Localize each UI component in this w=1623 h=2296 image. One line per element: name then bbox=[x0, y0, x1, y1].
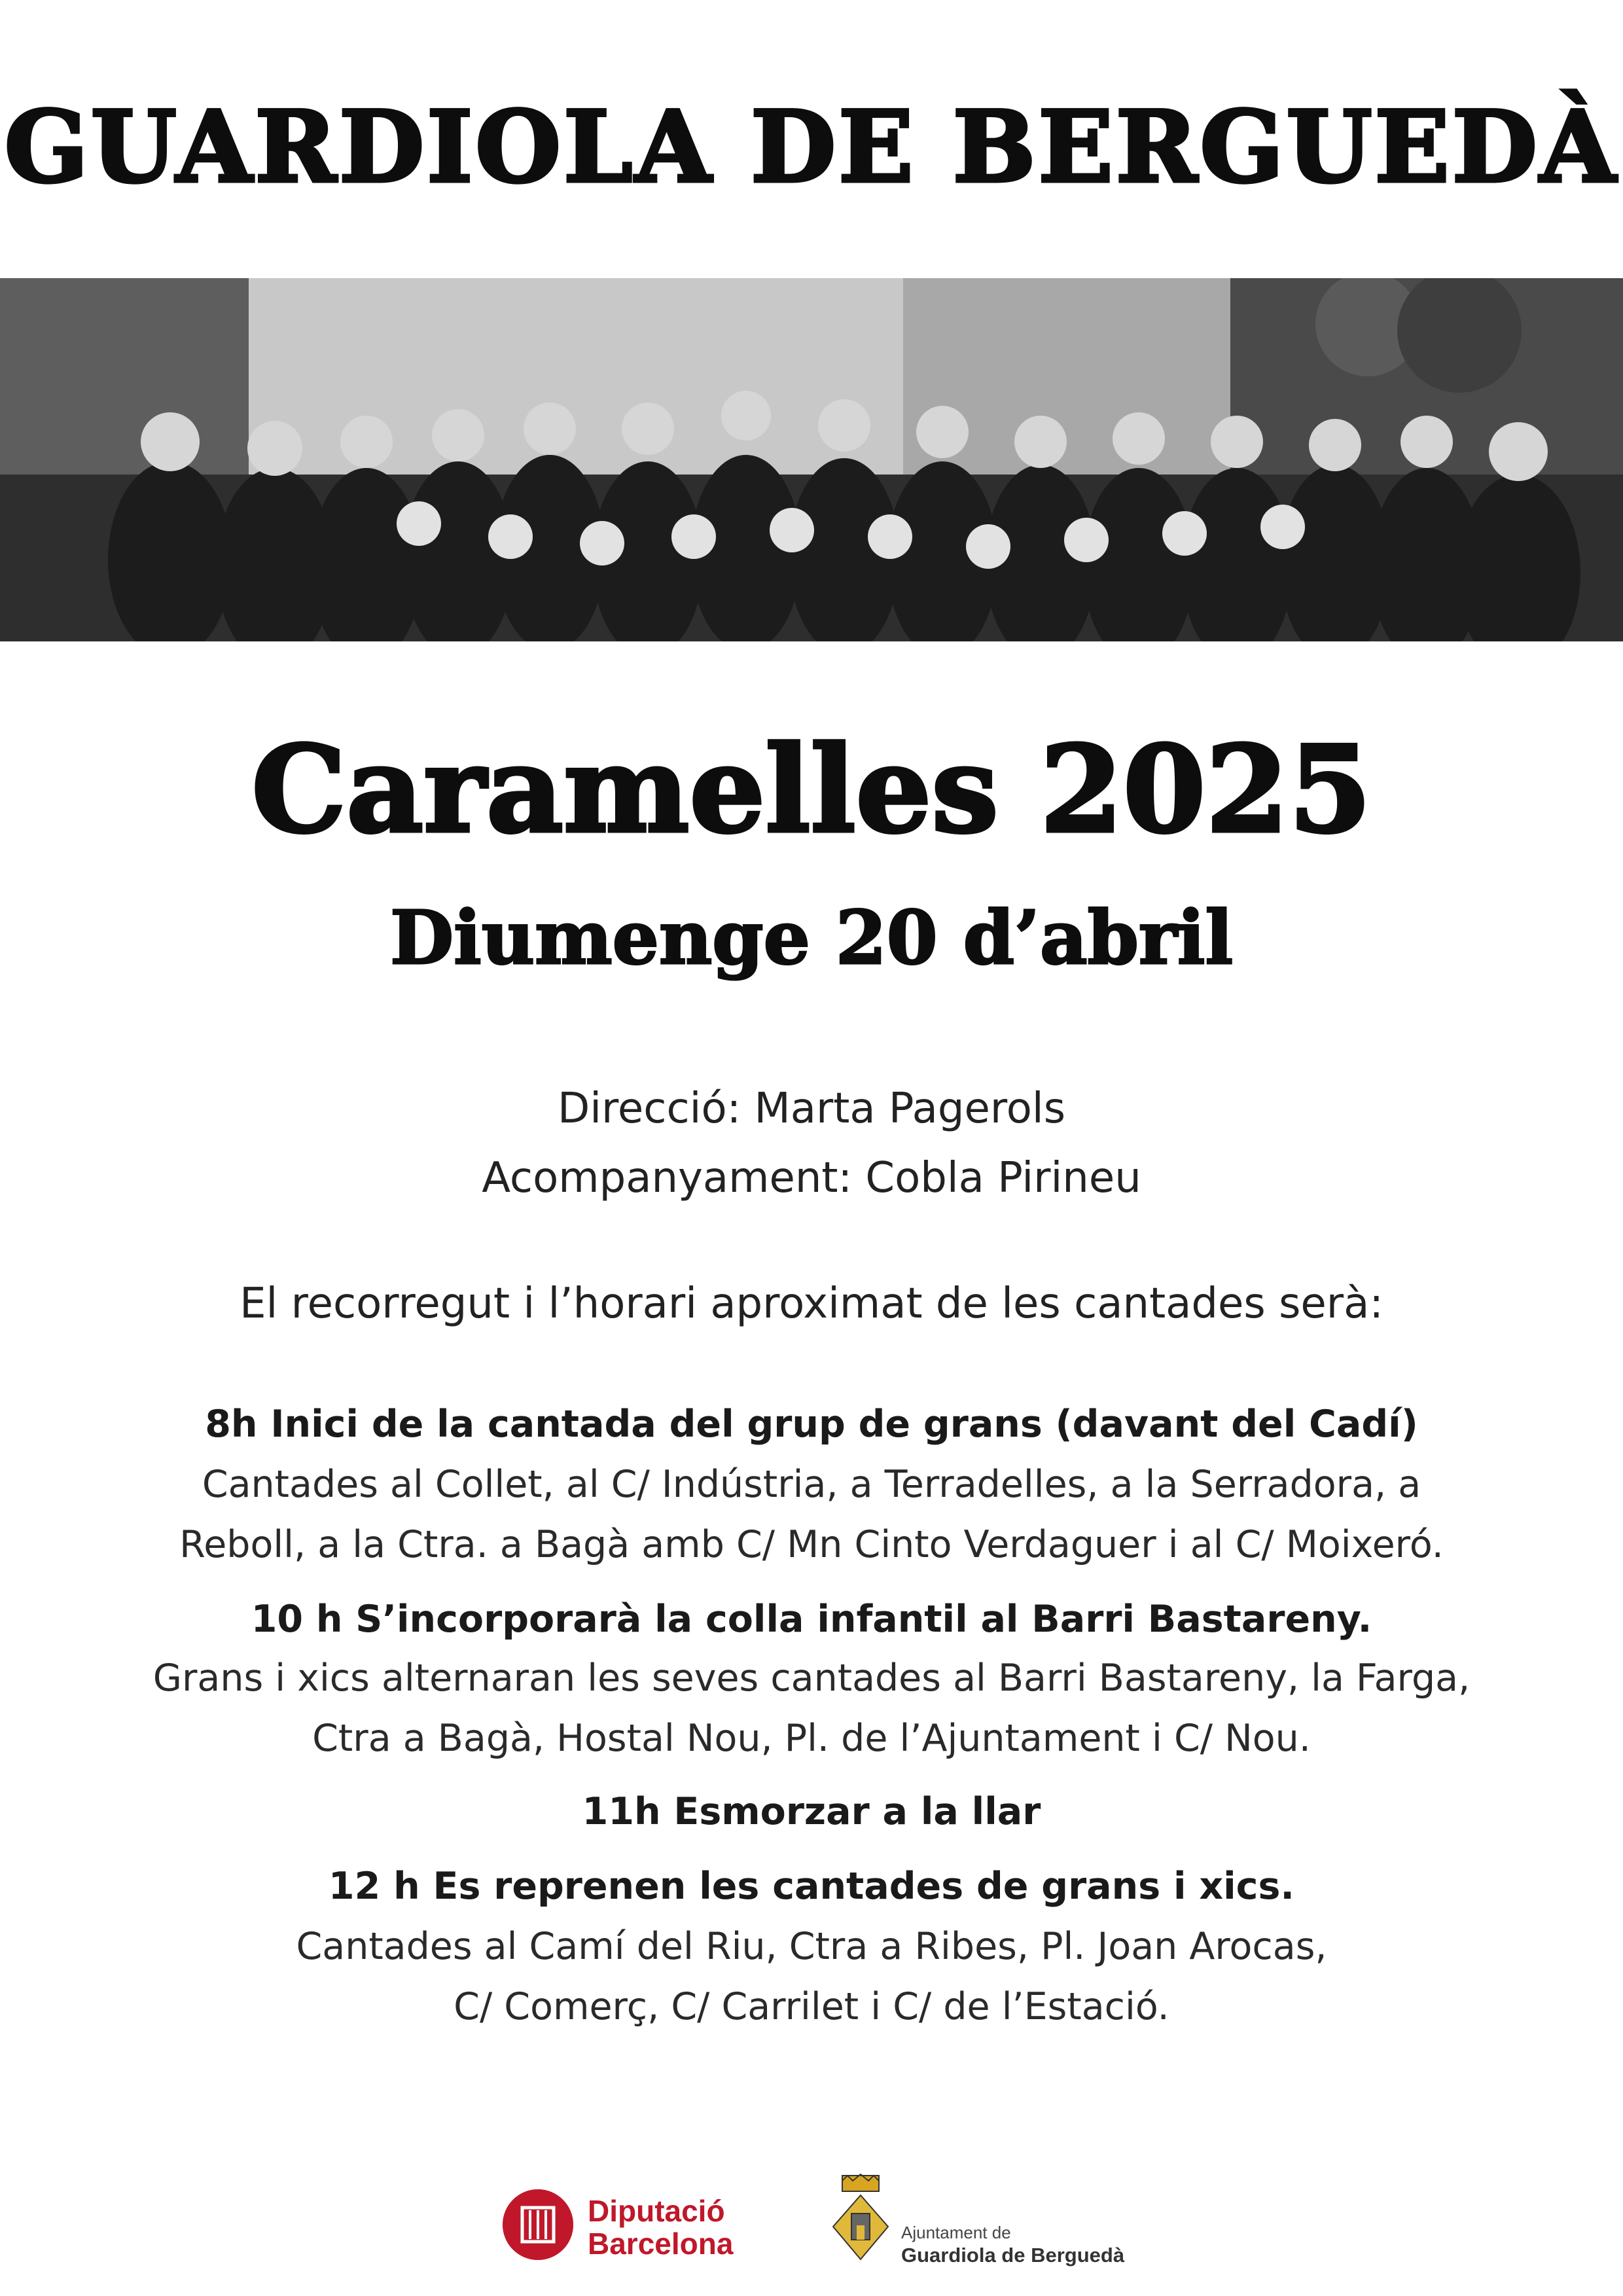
schedule-heading-2: 10 h S’incorporarà la colla infantil al Barri Bastareny. bbox=[251, 1598, 1372, 1641]
group-photo bbox=[0, 278, 1623, 641]
ajuntament-label: Ajuntament de bbox=[901, 2223, 1011, 2242]
schedule-line: C/ Comerç, C/ Carrilet i C/ de l’Estació. bbox=[454, 1985, 1169, 2028]
event-title: Caramelles 2025 bbox=[251, 719, 1372, 859]
schedule-line: Grans i xics alternaran les seves cantades al Barri Bastareny, la Farga, bbox=[152, 1657, 1471, 1700]
event-date: Diumenge 20 d’abril bbox=[390, 895, 1233, 981]
town-title: GUARDIOLA DE BERGUEDÀ bbox=[4, 90, 1619, 205]
schedule-heading-3: 11h Esmorzar a la llar bbox=[582, 1790, 1041, 1833]
ajuntament-crest-icon bbox=[828, 2173, 893, 2265]
diputacio-line2: Barcelona bbox=[588, 2227, 734, 2261]
schedule-line: Reboll, a la Ctra. a Bagà amb C/ Mn Cinto Verdaguer i al C/ Moixeró. bbox=[179, 1523, 1444, 1566]
diputacio-line1: Diputació bbox=[588, 2194, 725, 2228]
route-intro: El recorregut i l’horari aproximat de les cantades serà: bbox=[240, 1280, 1383, 1328]
schedule-line: Cantades al Camí del Riu, Ctra a Ribes, Pl. Joan Arocas, bbox=[296, 1925, 1327, 1968]
ajuntament-logo bbox=[828, 2173, 1155, 2278]
schedule-heading-1: 8h Inici de la cantada del grup de grans (davant del Cadí) bbox=[205, 1403, 1418, 1446]
direction-credit: Direcció: Marta Pagerols bbox=[557, 1085, 1066, 1133]
schedule-heading-4: 12 h Es reprenen les cantades de grans i xics. bbox=[328, 1865, 1295, 1908]
sponsor-logos bbox=[0, 2160, 1623, 2278]
group-photo-illustration bbox=[0, 278, 1623, 641]
accompaniment-credit: Acompanyament: Cobla Pirineu bbox=[482, 1154, 1141, 1202]
schedule-line: Ctra a Bagà, Hostal Nou, Pl. de l’Ajuntament i C/ Nou. bbox=[312, 1717, 1311, 1760]
ajuntament-name: Guardiola de Berguedà bbox=[901, 2244, 1125, 2267]
diputacio-barcelona-logo bbox=[503, 2189, 764, 2268]
schedule-line: Cantades al Collet, al C/ Indústria, a Terradelles, a la Serradora, a bbox=[202, 1463, 1421, 1506]
diputacio-seal-icon bbox=[503, 2189, 573, 2260]
